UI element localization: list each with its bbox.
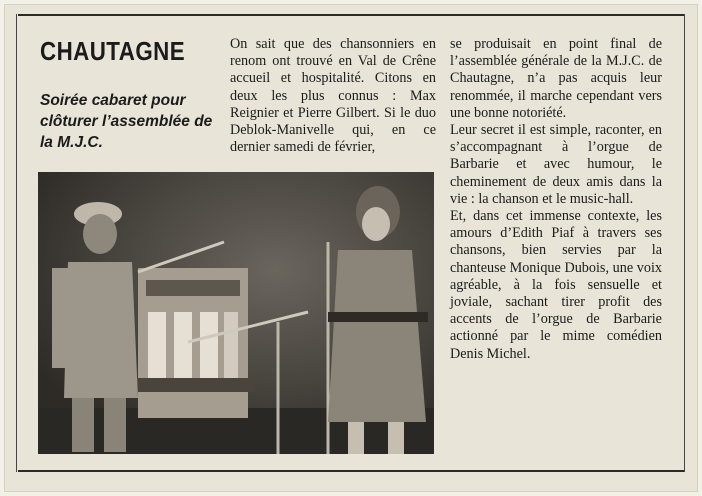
column-2-paragraph-2: Leur secret il est simple, raconter, en s’accompagnant à l’orgue de Barbarie et avec humour, le cheminement de deux amis dans la vie : la chanson et le music-hall. bbox=[450, 122, 662, 207]
left-border-rule bbox=[16, 14, 17, 472]
subheadline: Soirée cabaret pour clôturer l’assemblée de la M.J.C. bbox=[40, 92, 213, 151]
column-1-paragraph-1: On sait que des chansonniers en renom ont trouvé en Val de Crêne accueil et hospitalité. Citons en deux les plus connus : Max Reignier et Pierre Gilbert. Si le duo Deblok-Manivelle qui, en ce dernier samedi de février, bbox=[230, 36, 436, 156]
headline: CHAUTAGNE bbox=[40, 36, 186, 66]
column-2-paragraph-3: Et, dans cet immense contexte, les amours d’Edith Piaf à travers ses chansons, bien servies par la chanteuse Monique Dubois, une voix agréable, à la fois sensuelle et joviale, sachant tirer profit des accents de l’orgue de Barbarie actionné par le mime comédien Denis Michel. bbox=[450, 208, 662, 362]
stage-photo-icon bbox=[38, 172, 434, 454]
right-border-rule bbox=[684, 14, 685, 472]
bottom-border-rule bbox=[18, 470, 684, 472]
text-column-2 bbox=[450, 36, 662, 363]
top-border-rule bbox=[18, 14, 684, 16]
text-column-1 bbox=[230, 36, 436, 156]
column-2-paragraph-1: se produisait en point final de l’assemblée générale de la M.J.C. de Chautagne, n’a pas acquis leur renommée, il marche cependant vers une bonne notoriété. bbox=[450, 36, 662, 121]
